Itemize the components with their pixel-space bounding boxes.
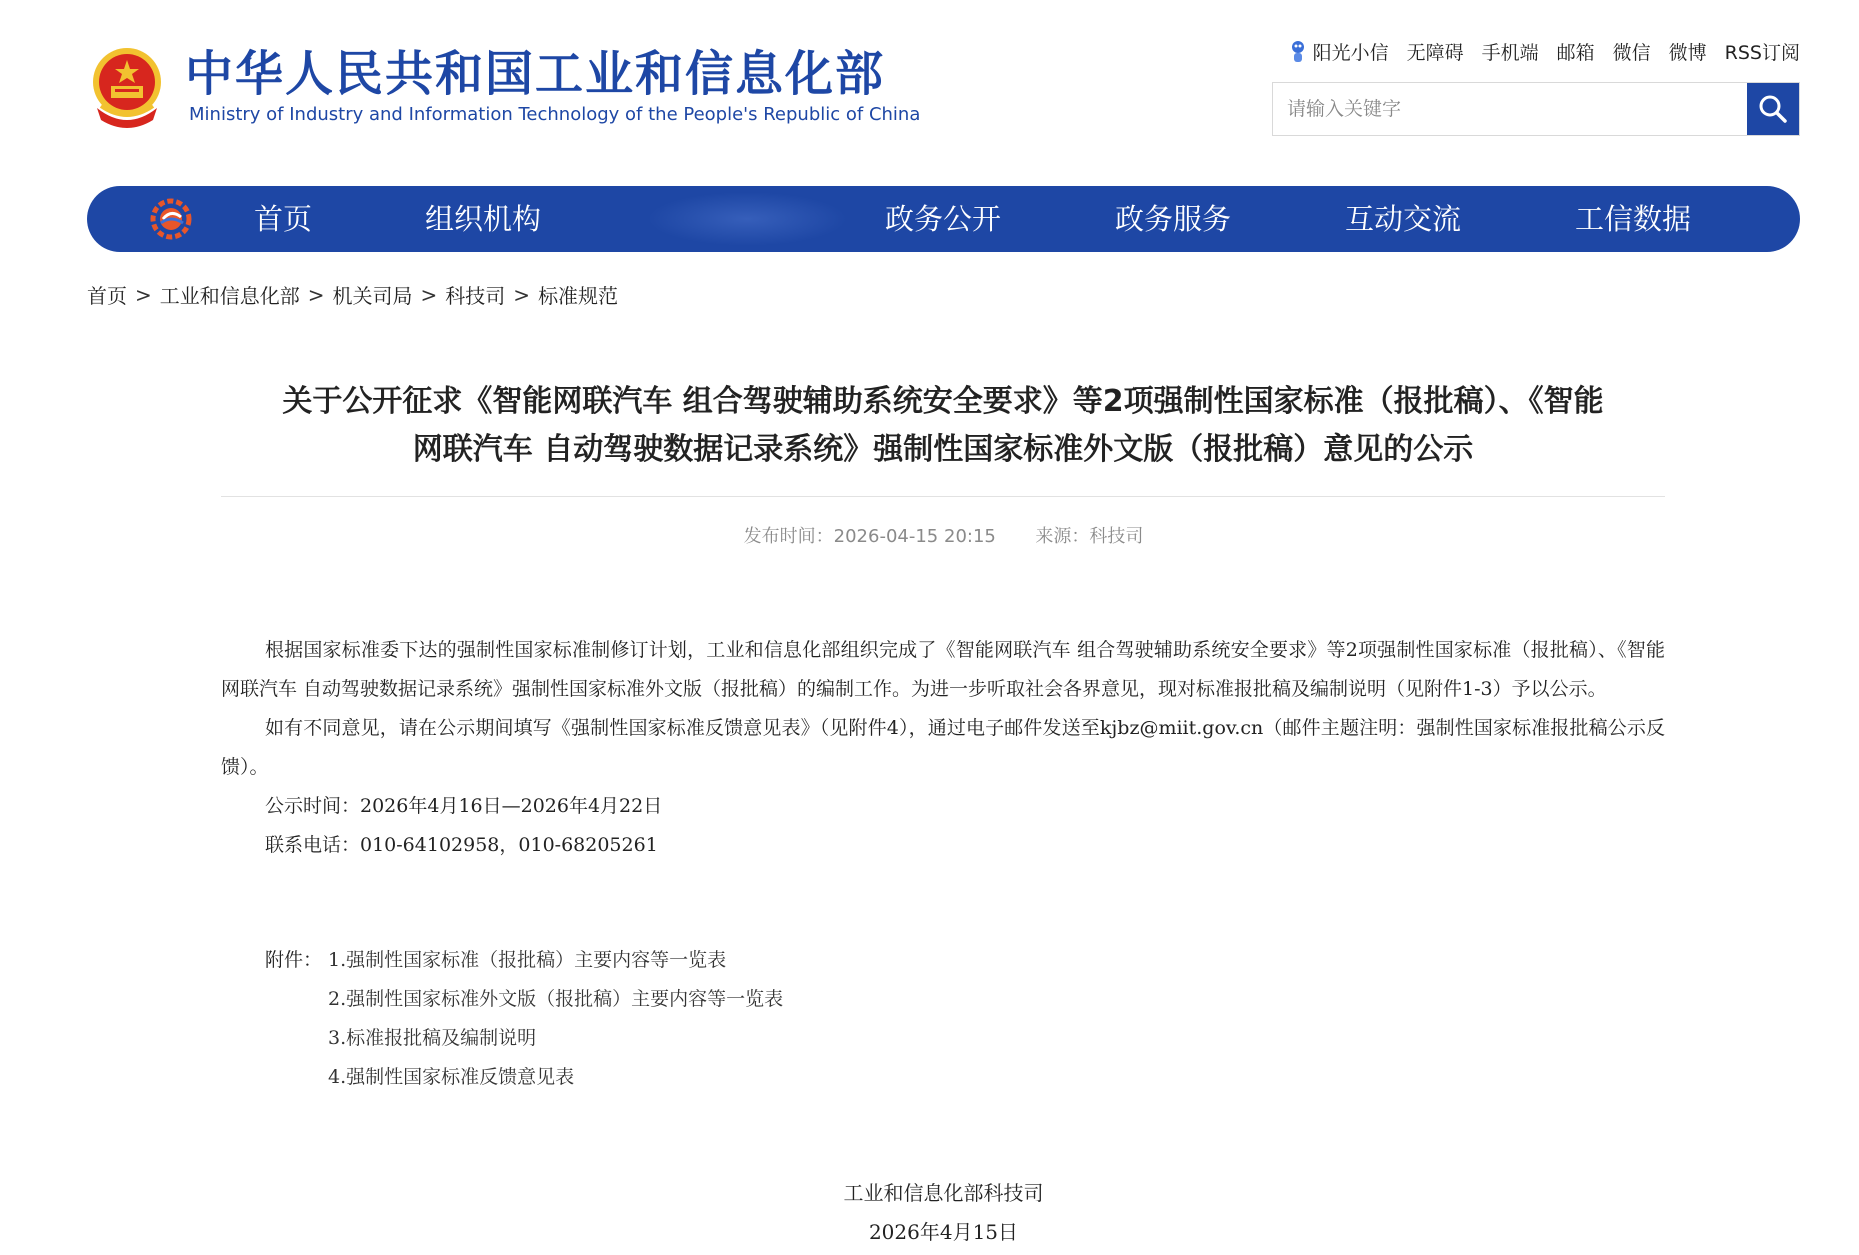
attachments-label: 附件： — [265, 949, 323, 971]
nav-government-affairs[interactable]: 政务公开 — [885, 202, 1002, 236]
attachment-link-2[interactable]: 2.强制性国家标准外文版（报批稿）主要内容等一览表 — [328, 988, 784, 1010]
top-links — [1289, 38, 1800, 65]
mascot-icon — [1289, 39, 1307, 65]
link-accessibility[interactable]: 无障碍 — [1406, 42, 1464, 64]
breadcrumb-standards[interactable]: 标准规范 — [538, 284, 619, 308]
site-header — [87, 0, 1800, 150]
search-box — [1272, 82, 1800, 136]
ministry-logo-icon — [149, 197, 193, 241]
publish-time-label: 发布时间： — [743, 526, 834, 547]
title-divider — [221, 496, 1665, 497]
source-value: 科技司 — [1089, 526, 1144, 547]
breadcrumb-separator: > — [513, 282, 531, 307]
article-title — [221, 378, 1665, 474]
contact-phone: 联系电话：010-64102958，010-68205261 — [265, 834, 658, 856]
body-paragraph-2: 如有不同意见，请在公示期间填写《强制性国家标准反馈意见表》（见附件4），通过电子邮件发送至kjbz@miit.gov.cn（邮件主题注明：强制性国家标准报批稿公示反馈）。 — [221, 717, 1665, 778]
breadcrumb-separator: > — [135, 282, 152, 307]
article-meta — [87, 522, 1800, 548]
search-input[interactable] — [1273, 83, 1747, 135]
link-wechat[interactable]: 微信 — [1612, 42, 1651, 64]
signature-org: 工业和信息化部科技司 — [843, 1181, 1044, 1205]
breadcrumb-tech-dept[interactable]: 科技司 — [445, 284, 506, 308]
link-mail[interactable]: 邮箱 — [1556, 42, 1595, 64]
article-title-line2: 网联汽车 自动驾驶数据记录系统》强制性国家标准外文版（报批稿）意见的公示 — [412, 432, 1474, 467]
source-label: 来源： — [1035, 526, 1090, 547]
nav-interaction[interactable]: 互动交流 — [1345, 202, 1462, 236]
attachment-link-4[interactable]: 4.强制性国家标准反馈意见表 — [328, 1066, 575, 1088]
signature — [87, 1174, 1800, 1252]
body-paragraph-1: 根据国家标准委下达的强制性国家标准制修订计划，工业和信息化部组织完成了《智能网联汽车 组合驾驶辅助系统安全要求》等2项强制性国家标准（报批稿）、《智能网联汽车 自动驾驶数据记录系统》强制性国家标准外文版（报批稿）的编制工作。为进一步听取社会各界意见，现对标准报批稿及编制说明（见附件1-3）予以公示。 — [221, 639, 1665, 700]
signature-date: 2026年4月15日 — [868, 1220, 1019, 1244]
national-emblem-icon — [87, 44, 167, 132]
link-mobile[interactable]: 手机端 — [1481, 42, 1539, 64]
attachments — [265, 941, 783, 1097]
attachment-link-3[interactable]: 3.标准报批稿及编制说明 — [328, 1027, 537, 1049]
breadcrumb — [87, 280, 618, 309]
nav-organization[interactable]: 组织机构 — [425, 202, 542, 236]
publicity-period: 公示时间：2026年4月16日—2026年4月22日 — [265, 795, 663, 817]
main-nav — [87, 186, 1800, 252]
search-button[interactable] — [1747, 83, 1799, 135]
nav-data[interactable]: 工信数据 — [1575, 202, 1692, 236]
site-title-en: Ministry of Industry and Information Technology of the People's Republic of China — [189, 104, 921, 125]
nav-government-services[interactable]: 政务服务 — [1115, 202, 1232, 236]
link-rss[interactable]: RSS订阅 — [1724, 42, 1800, 64]
breadcrumb-separator: > — [420, 282, 438, 307]
article-body — [221, 631, 1665, 865]
link-weibo[interactable]: 微博 — [1668, 42, 1707, 64]
nav-decoration — [647, 192, 847, 246]
nav-home[interactable]: 首页 — [254, 202, 313, 236]
breadcrumb-separator: > — [307, 282, 325, 307]
search-icon — [1758, 94, 1788, 124]
link-yangguang[interactable]: 阳光小信 — [1312, 42, 1389, 64]
breadcrumb-home[interactable]: 首页 — [87, 284, 127, 308]
publish-time: 2026-04-15 20:15 — [833, 526, 996, 547]
site-title-cn: 中华人民共和国工业和信息化部 — [185, 46, 886, 102]
attachment-link-1[interactable]: 1.强制性国家标准（报批稿）主要内容等一览表 — [328, 949, 727, 971]
breadcrumb-ministry[interactable]: 工业和信息化部 — [159, 284, 300, 308]
breadcrumb-departments[interactable]: 机关司局 — [332, 284, 413, 308]
article-title-line1: 关于公开征求《智能网联汽车 组合驾驶辅助系统安全要求》等2项强制性国家标准（报批稿）、《智能 — [282, 384, 1604, 419]
